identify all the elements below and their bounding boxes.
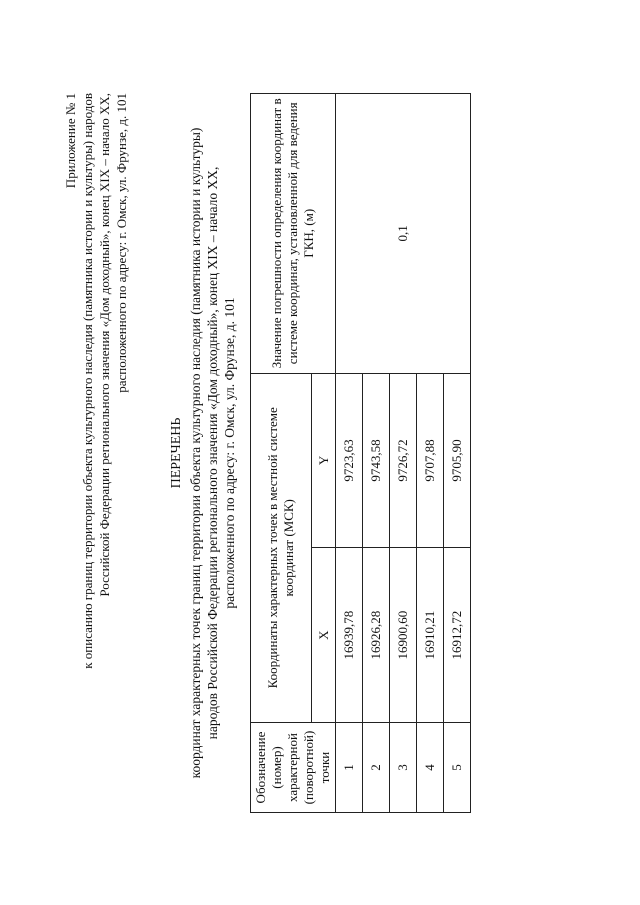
y-cell: 9705,90 (444, 373, 471, 548)
x-cell: 16926,28 (363, 547, 390, 722)
appendix-line: к описанию границ территории объекта культурного наследия (памятника истории и культуры) народов (80, 92, 95, 669)
x-cell: 16912,72 (444, 547, 471, 722)
y-cell: 9723,63 (336, 373, 363, 548)
header-coordinates: Координаты характерных точек в местной системе координат (МСК) (251, 373, 312, 722)
appendix-line: расположенного по адресу: г. Омск, ул. Фрунзе, д. 101 (114, 92, 129, 393)
coordinates-table (250, 93, 471, 813)
document-title: ПЕРЕЧЕНЬ (169, 417, 184, 488)
header-x: X (312, 547, 336, 722)
point-cell: 3 (390, 722, 417, 812)
header-y: Y (312, 373, 336, 548)
point-cell: 1 (336, 722, 363, 812)
appendix-block (62, 93, 130, 733)
x-cell: 16900,60 (390, 547, 417, 722)
y-cell: 9726,72 (390, 373, 417, 548)
y-cell: 9707,88 (417, 373, 444, 548)
point-cell: 2 (363, 722, 390, 812)
heading-line: координат характерных точек границ территории объекта культурного наследия (памятника истории и культуры) (188, 127, 203, 778)
x-cell: 16939,78 (336, 547, 363, 722)
x-cell: 16910,21 (417, 547, 444, 722)
y-cell: 9743,58 (363, 373, 390, 548)
appendix-title: Приложение № 1 (63, 92, 78, 188)
rotated-page (50, 73, 590, 833)
table-row (336, 93, 363, 812)
heading-line: народов Российской Федерации регионального значения «Дом доходный», конец XIX – начало XX, (205, 166, 220, 739)
document-heading (168, 73, 238, 833)
appendix-line: Российской Федерации регионального значения «Дом доходный», конец XIX – начало XX, (97, 92, 112, 597)
point-cell: 4 (417, 722, 444, 812)
heading-line: расположенного по адресу: г. Омск, ул. Фрунзе, д. 101 (222, 296, 237, 609)
header-error: Значение погрешности определения координат в системе координат, установленной для ведения ГКН, (м) (251, 93, 336, 373)
error-cell: 0,1 (336, 93, 471, 373)
point-cell: 5 (444, 722, 471, 812)
header-point-number: Обозначение (номер) характерной (поворотной) точки (251, 722, 336, 812)
